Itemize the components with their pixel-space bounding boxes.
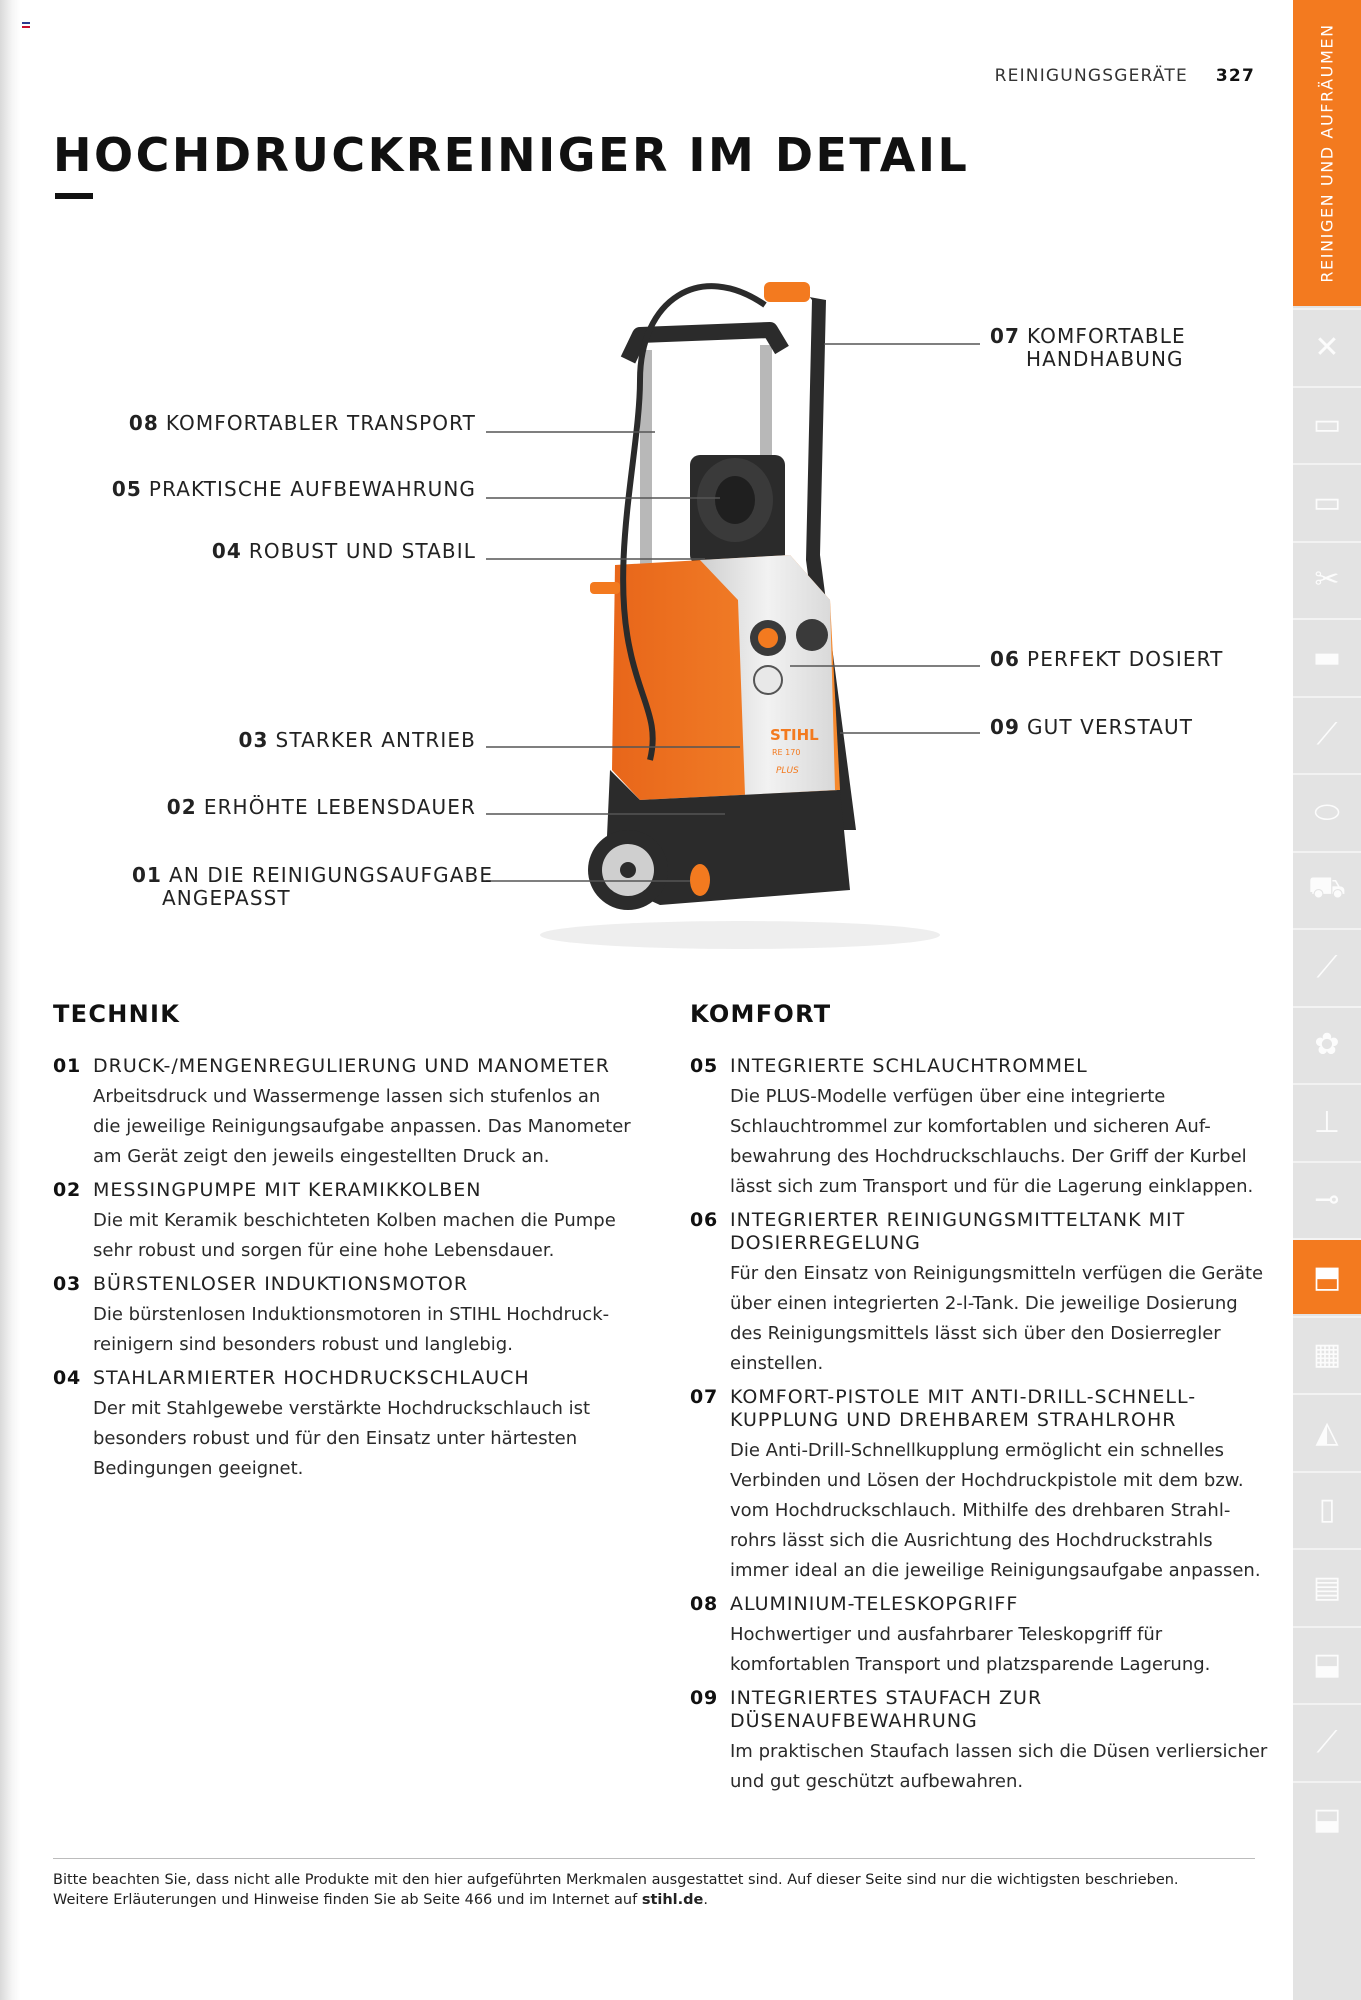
battery-icon[interactable]: ▭: [1293, 386, 1361, 462]
callout-number: 06: [990, 647, 1021, 671]
feature-item: [53, 1055, 633, 1172]
feature-description: Die PLUS-Modelle verfügen über eine integrierte Schlauchtrommel zur komfortablen und sicheren Auf-bewahrung des Hochdruckschlauchs. Der Griff der Kurbel lässt sich zum Transport und für die Lagerung einklappen.: [730, 1086, 1254, 1197]
robot-mower-icon[interactable]: ◭: [1293, 1393, 1361, 1469]
technik-heading: TECHNIK: [53, 1000, 181, 1028]
jacket-icon[interactable]: ⬓: [1293, 1626, 1361, 1702]
callout-06: [990, 648, 1223, 671]
feature-number: 05: [690, 1055, 719, 1077]
komfort-list: [690, 1055, 1270, 1804]
feature-title: MESSINGPUMPE MIT KERAMIKKOLBEN: [93, 1179, 482, 1201]
callout-number: 05: [111, 477, 142, 501]
feature-description: Arbeitsdruck und Wassermenge lassen sich stufenlos an die jeweilige Reinigungsaufgabe anpassen. Das Manometer am Gerät zeigt den jeweils eingestellten Druck an.: [93, 1086, 631, 1167]
feature-title: KOMFORT-PISTOLE MIT ANTI-DRILL-SCHNELL-KUPPLUNG UND DREHBAREM STRAHLROHR: [730, 1386, 1197, 1431]
lawnmower-icon[interactable]: ⛟: [1293, 851, 1361, 927]
feature-item: [690, 1687, 1270, 1797]
callout-text-line2: HANDHABUNG: [1026, 347, 1184, 371]
feature-title: DRUCK-/MENGENREGULIERUNG UND MANOMETER: [93, 1055, 610, 1077]
callout-text: PERFEKT DOSIERT: [1027, 647, 1224, 671]
feature-description: Der mit Stahlgewebe verstärkte Hochdruckschlauch ist besonders robust und für den Einsatz unter härtesten Bedingungen geeignet.: [93, 1398, 591, 1479]
chainsaw-icon[interactable]: ✂: [1293, 541, 1361, 617]
sidebar-tab-label: REINIGEN UND AUFRÄUMEN: [1317, 23, 1337, 283]
feature-number: 04: [53, 1367, 82, 1389]
brushcutter-icon[interactable]: ⟋: [1293, 696, 1361, 772]
callout-text: KOMFORTABLE: [1027, 324, 1186, 348]
callout-02: [167, 796, 476, 819]
callout-04: [212, 540, 476, 563]
callout-09: [990, 716, 1193, 739]
variant-label: PLUS: [776, 766, 799, 776]
book-icon[interactable]: ▤: [1293, 1548, 1361, 1624]
feature-title: STAHLARMIERTER HOCHDRUCKSCHLAUCH: [93, 1367, 530, 1389]
callout-number: 01: [132, 863, 163, 887]
feature-item: [53, 1367, 633, 1484]
model-label: RE 170: [772, 748, 801, 757]
feature-number: 02: [53, 1179, 82, 1201]
komfort-heading: KOMFORT: [690, 1000, 832, 1028]
callout-number: 09: [990, 715, 1021, 739]
feature-title: INTEGRIERTER REINIGUNGSMITTELTANK MIT DOSIERREGELUNG: [730, 1209, 1186, 1254]
feature-item: [53, 1273, 633, 1360]
footer-note: [53, 1870, 1263, 1910]
feature-number: 01: [53, 1055, 82, 1077]
axe-icon[interactable]: ⟋: [1293, 1703, 1361, 1779]
brand-logo: STIHL: [770, 726, 819, 744]
footer-link[interactable]: stihl.de: [641, 1892, 704, 1908]
grass-trimmer-icon[interactable]: ⟋: [1293, 928, 1361, 1004]
feature-number: 08: [690, 1593, 719, 1615]
feature-number: 06: [690, 1209, 719, 1231]
callout-03: [238, 729, 476, 752]
section-name: REINIGUNGSGERÄTE: [994, 66, 1188, 86]
earth-auger-icon[interactable]: ⊥: [1293, 1083, 1361, 1159]
callout-text-line2: ANGEPASST: [162, 886, 291, 910]
tools-icon[interactable]: ✕: [1293, 308, 1361, 384]
callout-text: PRAKTISCHE AUFBEWAHRUNG: [148, 477, 476, 501]
footer-text: Weitere Erläuterungen und Hinweise finden Sie ab Seite 466 und im Internet auf: [53, 1892, 642, 1908]
callout-number: 03: [238, 728, 269, 752]
footer-line-1: Bitte beachten Sie, dass nicht alle Produkte mit den hier aufgeführten Merkmalen ausgestattet sind. Auf dieser Seite sind nur die wichtigsten beschrieben.: [53, 1872, 1179, 1888]
feature-title: INTEGRIERTES STAUFACH ZUR DÜSENAUFBEWAHRUNG: [730, 1687, 1043, 1732]
feature-description: Im praktischen Staufach lassen sich die Düsen verliersicher und gut geschützt aufbewahren.: [730, 1741, 1268, 1792]
hedge-trimmer-icon[interactable]: ▬: [1293, 618, 1361, 694]
technik-list: [53, 1055, 633, 1491]
callout-05: [112, 478, 476, 501]
footer-line-2: [53, 1890, 1263, 1910]
callout-number: 02: [166, 795, 197, 819]
smartphone-icon[interactable]: ▯: [1293, 1471, 1361, 1547]
blower-icon[interactable]: ⬭: [1293, 773, 1361, 849]
callout-number: 08: [128, 411, 159, 435]
feature-item: [690, 1593, 1270, 1680]
footer-punct: .: [703, 1892, 708, 1908]
smart-garden-icon[interactable]: ▦: [1293, 1316, 1361, 1392]
feature-description: Die Anti-Drill-Schnellkupplung ermöglicht ein schnelles Verbinden und Lösen der Hochdruckpistole mit dem bzw. vom Hochdruckschlauch. Mithilfe des drehbaren Strahl-rohrs lässt sich die Ausrichtung des Hochdruckstrahls immer ideal an die jeweilige Reinigungsaufgabe anpassen.: [730, 1440, 1261, 1581]
page-title: HOCHDRUCKREINIGER IM DETAIL: [53, 128, 970, 182]
feature-number: 09: [690, 1687, 719, 1709]
callout-text: KOMFORTABLER TRANSPORT: [165, 411, 476, 435]
callout-text: ROBUST UND STABIL: [248, 539, 476, 563]
callout-07: [990, 325, 1186, 371]
feature-item: [690, 1209, 1270, 1379]
feature-description: Für den Einsatz von Reinigungsmitteln verfügen die Geräte über einen integrierten 2-l-Tank. Die jeweilige Dosierung des Reinigungsmittels lässt sich über den Dosierregler einstellen.: [730, 1263, 1264, 1374]
feature-number: 07: [690, 1386, 719, 1408]
callout-text: STARKER ANTRIEB: [275, 728, 476, 752]
callout-text: GUT VERSTAUT: [1027, 715, 1194, 739]
feature-description: Die bürstenlosen Induktionsmotoren in STIHL Hochdruck-reinigern sind besonders robust und langlebig.: [93, 1304, 610, 1355]
tiller-icon[interactable]: ✿: [1293, 1006, 1361, 1082]
callout-01: [132, 864, 493, 910]
battery-pack-icon[interactable]: ▭: [1293, 463, 1361, 539]
feature-title: INTEGRIERTE SCHLAUCHTROMMEL: [730, 1055, 1088, 1077]
callout-text: AN DIE REINIGUNGSAUFGABE: [169, 863, 494, 887]
cut-off-saw-icon[interactable]: ⊸: [1293, 1161, 1361, 1237]
callout-text: ERHÖHTE LEBENSDAUER: [203, 795, 476, 819]
feature-number: 03: [53, 1273, 82, 1295]
feature-description: Hochwertiger und ausfahrbarer Teleskopgriff für komfortablen Transport und platzsparende Lagerung.: [730, 1624, 1211, 1675]
callout-08: [129, 412, 476, 435]
shirt-icon[interactable]: ⬓: [1293, 1781, 1361, 1857]
pressure-washer-image: [540, 282, 940, 949]
footer-divider: [53, 1858, 1255, 1859]
feature-title: ALUMINIUM-TELESKOPGRIFF: [730, 1593, 1019, 1615]
callout-number: 07: [990, 324, 1021, 348]
feature-item: [53, 1179, 633, 1266]
feature-item: [690, 1055, 1270, 1202]
feature-item: [690, 1386, 1270, 1586]
callout-number: 04: [211, 539, 242, 563]
pressure-washer-icon[interactable]: ⬒: [1293, 1238, 1361, 1314]
page-number: 327: [1215, 66, 1255, 86]
feature-title: BÜRSTENLOSER INDUKTIONSMOTOR: [93, 1273, 469, 1295]
feature-description: Die mit Keramik beschichteten Kolben machen die Pumpe sehr robust und sorgen für eine hohe Lebensdauer.: [93, 1210, 616, 1261]
